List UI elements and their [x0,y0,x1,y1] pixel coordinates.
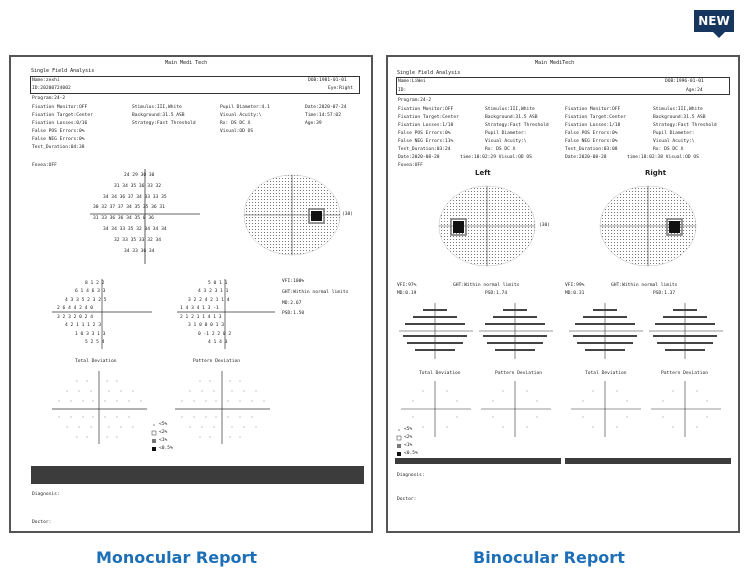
bino-param: Strategy:Fast Threshold [653,123,717,128]
binocular-paper [393,59,735,529]
legend-symbols-icon [396,427,404,459]
bino-param: time:18:02:38 Visual:OD OS [627,155,699,160]
bino-diagnosis: Diagnosis: [397,473,425,478]
mono-separator-bar [31,466,364,484]
mono-label-30: (30) [342,212,354,217]
mono-param: Test_Duration:04:38 [32,145,85,150]
bino-td-label-right: Total Deviation [585,371,627,376]
bino-program: Program:24-2 [398,98,432,103]
bino-param: False NEG Errors:0% [565,139,618,144]
mono-param: False NEG Errors:0% [32,137,85,142]
bino-separator-bar-left [395,458,561,464]
bino-right-label: Right [645,169,667,177]
pd-row: 2 1 2 1 1 4 1 3 [180,315,222,320]
mono-param: Visual:OD OS [220,129,254,134]
mono-param: False POS Errors:0% [32,129,85,134]
bino-index: PSD:1.37 [653,291,676,296]
td-row: 5 2 5 4 [85,340,105,345]
mono-id: ID:20200724002 [32,86,71,91]
new-badge: NEW [694,10,734,32]
mono-index: GHT:Within normal limits [282,290,349,295]
legend-symbols-icon [151,422,159,454]
bino-param: Visual Acuity:\ [485,139,527,144]
bino-td-label-left: Total Deviation [419,371,461,376]
bino-index: MD:0.19 [397,291,417,296]
bino-param: Stimulus:III,White [653,107,703,112]
threshold-row: 34 34 36 37 34 33 33 35 [103,195,167,200]
td-row: 2 6 4 4 2 4 0 [57,306,93,311]
bino-doctor: Doctor: [397,497,417,502]
mono-diagnosis: Diagnosis: [32,492,60,497]
td-row: 4 3 3 5 2 3 2 5 [65,298,107,303]
legend-item: <1% [159,438,168,443]
threshold-row: 24 29 30 30 [124,173,155,178]
mono-dob: DOB:1981-01-01 [308,78,347,83]
bino-left-label: Left [475,169,491,177]
bino-param: False POS Errors:0% [565,131,618,136]
bino-param: Pupil Diameter: [485,131,527,136]
mono-param: Fixation Target:Center [32,113,93,118]
mono-title: Main Medi Tech [165,60,208,66]
mono-param: Stimulus:III,White [132,105,182,110]
mono-param: Rx: DS DC X [220,121,251,126]
legend-item: <2% [404,435,413,440]
bino-param: Fixation Monitor:OFF [398,107,454,112]
td-row: 3 2 3 2 0 2 4 [57,315,93,320]
bino-index: VFI:97% [397,283,417,288]
mono-param: Age:39 [305,121,322,126]
mono-param: Visual Acuity:\ [220,113,262,118]
threshold-row: 34 34 33 35 32 34 34 34 [103,227,167,232]
mono-fovea: Fovea:OFF [32,163,57,168]
bino-param: False NEG Errors:11% [398,139,454,144]
mono-param: Fixation Losses:0/16 [32,121,88,126]
bino-pd-label-right: Pattern Deviation [661,371,709,376]
mono-param: Pupil Diameter:4.1 [220,105,270,110]
mono-param: Strategy:Fast Threshold [132,121,196,126]
bino-param: Background:31.5 ASB [653,115,706,120]
mono-index: PSD:1.50 [282,311,305,316]
bino-param: time:18:02:29 Visual:OD OS [460,155,532,160]
legend-item: <5% [159,422,168,427]
bino-param: Visual Acuity:\ [653,139,695,144]
legend-item: <0.5% [404,451,418,456]
bino-subtitle: Single Field Analysis [397,70,461,76]
bino-param: Pupil Diameter: [653,131,695,136]
bino-index: MD:0.31 [565,291,585,296]
binocular-report-panel [386,55,740,533]
mono-name: Name:zexhi [32,78,60,83]
bino-param: Date:2020-08-28 [565,155,607,160]
new-badge-tail [713,32,725,38]
bino-param: Fixation Losses:1/18 [398,123,454,128]
mono-subtitle: Single Field Analysis [31,68,95,74]
monocular-report-panel [9,55,373,533]
bino-title: Main MediTech [535,60,575,66]
bino-index: VFI:99% [565,283,585,288]
mono-param: Fixation Monitor:OFF [32,105,88,110]
bino-param: Fixation Losses:1/18 [565,123,621,128]
mono-index: VFI:100% [282,279,305,284]
mono-pd-label: Pattern Deviation [193,359,241,364]
bino-param: Background:31.5 ASB [485,115,538,120]
td-row: 8 1 2 2 [85,281,105,286]
legend-item: <5% [404,427,413,432]
pd-row: 3 1 0 0 0 1 3 [188,323,224,328]
bino-separator-bar-right [565,458,731,464]
td-row: 4 2 1 1 1 2 3 [65,323,101,328]
mono-probability-plots [17,59,367,529]
td-row: 1 0 3 3 1 3 [75,332,106,337]
monocular-caption: Monocular Report [96,548,258,567]
bino-param: Stimulus:III,White [485,107,535,112]
bino-param: False POS Errors:0% [398,131,451,136]
bino-param: Rx: DS DC X [653,147,684,152]
bino-dob: DOB:1996-01-01 [665,79,704,84]
binocular-caption: Binocular Report [473,548,625,567]
mono-param: Background:31.5 ASB [132,113,185,118]
bino-param: Test_Duration:03:24 [398,147,451,152]
mono-program: Program:24-2 [32,96,66,101]
bino-param: Strategy:Fast Threshold [485,123,549,128]
bino-index: GHT:Within normal limits [453,283,520,288]
threshold-row: 30 32 37 37 34 35 35 36 31 [93,205,165,210]
pd-row: 4 1 4 3 [208,340,228,345]
bino-param: Fixation Target:Center [398,115,459,120]
legend-item: <1% [404,443,413,448]
bino-param: Test_Duration:03:08 [565,147,618,152]
pd-row: 4 3 2 3 1 1 [198,289,229,294]
pd-row: 3 2 2 4 2 1 1 4 [188,298,230,303]
bino-index: PSD:1.74 [485,291,508,296]
mono-index: MD:2.67 [282,301,302,306]
bino-param: Fixation Target:Center [565,115,626,120]
threshold-row: 31 34 35 36 33 32 [114,184,162,189]
mono-doctor: Doctor: [32,520,52,525]
threshold-row: 31 33 36 36 34 35 0 36 [93,216,154,221]
pd-row: 0 -1 2 2 0 2 [198,332,232,337]
td-row: 6 1 4 6 3 3 [75,289,106,294]
bino-param: Rx: DS DC X [485,147,516,152]
bino-age: Age:24 [686,88,703,93]
threshold-row: 32 33 35 33 32 34 [114,238,162,243]
mono-param: Time:14:57:02 [305,113,341,118]
bino-name: Name:LiWei [398,79,426,84]
monocular-paper [17,59,367,529]
bino-param: Date:2020-08-28 [398,155,440,160]
bino-param: Fixation Monitor:OFF [565,107,621,112]
legend-item: <2% [159,430,168,435]
bino-param: Fovea:OFF [398,163,423,168]
bino-pd-label-left: Pattern Deviation [495,371,543,376]
pd-row: 5 0 1 1 [208,281,228,286]
bino-left-label-30: (30) [539,223,551,228]
bino-id: ID: [398,88,407,93]
threshold-row: 34 33 36 34 [124,249,155,254]
bino-index: GHT:Within normal limits [611,283,678,288]
legend-item: <0.5% [159,446,173,451]
mono-td-label: Total Deviation [75,359,117,364]
mono-param: Date:2020-07-24 [305,105,347,110]
pd-row: 1 4 3 4 1 3 -1 [180,306,219,311]
mono-eye: Eye:Right [328,86,353,91]
